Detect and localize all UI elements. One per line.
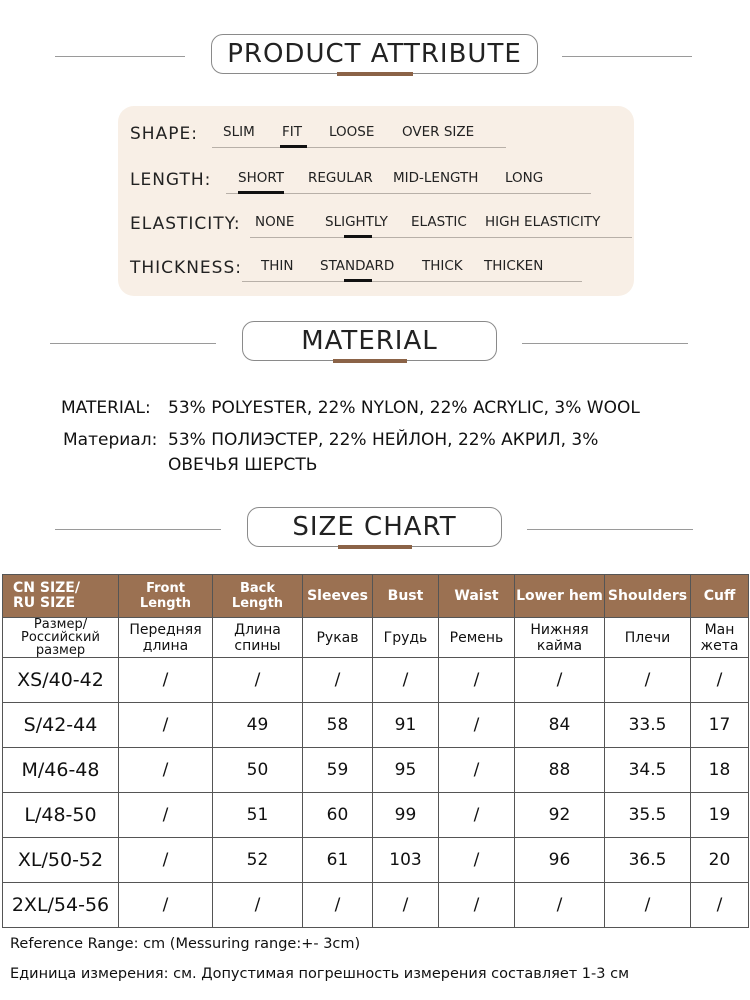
attribute-option-selected: SHORT (238, 170, 284, 186)
product-attribute-heading (0, 34, 750, 80)
measurement-cell: / (691, 883, 749, 928)
measurement-cell: / (439, 838, 515, 883)
size-cell: XS/40-42 (3, 658, 119, 703)
attribute-underline (250, 237, 632, 238)
measurement-cell: 49 (213, 703, 303, 748)
heading-accent-bar (333, 359, 407, 363)
measurement-cell: / (439, 748, 515, 793)
table-header-row (3, 575, 749, 618)
heading-rule-left (55, 529, 221, 530)
attribute-option: THIN (261, 258, 294, 274)
header-cell: Back Length (213, 575, 303, 618)
attribute-option: MID-LENGTH (393, 170, 479, 186)
table-row (3, 748, 749, 793)
heading-rule-right (562, 56, 692, 57)
attribute-option-selected: SLIGHTLY (325, 214, 388, 230)
header-cell-ru: Длина спины (213, 618, 303, 658)
table-row (3, 883, 749, 928)
header-cell: Lower hem (515, 575, 605, 618)
measurement-cell: / (119, 703, 213, 748)
reference-note-ru: Единица измерения: см. Допустимая погрешность измерения составляет 1-3 см (10, 966, 630, 982)
measurement-cell: / (119, 838, 213, 883)
header-cell-ru: Ман жета (691, 618, 749, 658)
header-cell: Waist (439, 575, 515, 618)
header-cell-ru: Плечи (605, 618, 691, 658)
table-row (3, 658, 749, 703)
measurement-cell: 60 (303, 793, 373, 838)
material-label-en: MATERIAL: (61, 398, 151, 418)
attribute-panel (118, 106, 634, 296)
selected-marker (344, 235, 372, 238)
material-title: MATERIAL (242, 321, 497, 361)
size-chart-heading (0, 507, 750, 553)
attribute-option: OVER SIZE (402, 124, 475, 140)
header-cell-size-ru: Размер/ Российский размер (3, 618, 119, 658)
measurement-cell: 34.5 (605, 748, 691, 793)
measurement-cell: 84 (515, 703, 605, 748)
header-cell-size: CN SIZE/ RU SIZE (3, 575, 119, 618)
attribute-underline (242, 281, 582, 282)
measurement-cell: 18 (691, 748, 749, 793)
measurement-cell: / (605, 883, 691, 928)
attribute-option-selected: FIT (282, 124, 302, 140)
measurement-cell: 50 (213, 748, 303, 793)
attribute-option: ELASTIC (411, 214, 467, 230)
measurement-cell: / (119, 748, 213, 793)
measurement-cell: / (515, 883, 605, 928)
table-row (3, 703, 749, 748)
measurement-cell: / (515, 658, 605, 703)
size-cell: XL/50-52 (3, 838, 119, 883)
header-cell: Bust (373, 575, 439, 618)
attribute-option: THICK (422, 258, 463, 274)
header-cell-ru: Ремень (439, 618, 515, 658)
heading-accent-bar (338, 545, 412, 549)
measurement-cell: 51 (213, 793, 303, 838)
measurement-cell: / (119, 883, 213, 928)
size-cell: L/48-50 (3, 793, 119, 838)
table-header-row-ru (3, 618, 749, 658)
reference-note-en: Reference Range: cm (Messuring range:+- 3cm) (10, 936, 361, 952)
measurement-cell: / (605, 658, 691, 703)
measurement-cell: 91 (373, 703, 439, 748)
attribute-label: SHAPE: (130, 124, 198, 144)
measurement-cell: / (303, 658, 373, 703)
attribute-label: THICKNESS: (130, 258, 242, 278)
selected-marker (238, 191, 284, 194)
header-cell: Shoulders (605, 575, 691, 618)
measurement-cell: / (373, 883, 439, 928)
size-rows (3, 658, 749, 928)
heading-rule-left (50, 343, 216, 344)
header-cell-ru: Нижняя кайма (515, 618, 605, 658)
selected-marker (344, 279, 372, 282)
measurement-cell: 17 (691, 703, 749, 748)
attribute-option-selected: STANDARD (320, 258, 395, 274)
attribute-option: LOOSE (329, 124, 375, 140)
measurement-cell: 36.5 (605, 838, 691, 883)
size-cell: S/42-44 (3, 703, 119, 748)
attribute-option: THICKEN (484, 258, 544, 274)
heading-rule-left (55, 56, 185, 57)
material-heading (0, 321, 750, 367)
attribute-option: LONG (505, 170, 544, 186)
header-cell-ru: Рукав (303, 618, 373, 658)
attribute-option: SLIM (223, 124, 255, 140)
measurement-cell: / (119, 658, 213, 703)
table-row (3, 838, 749, 883)
measurement-cell: / (691, 658, 749, 703)
attribute-option: REGULAR (308, 170, 373, 186)
size-chart-table (2, 574, 749, 928)
measurement-cell: 103 (373, 838, 439, 883)
measurement-cell: / (439, 703, 515, 748)
material-value-en: 53% POLYESTER, 22% NYLON, 22% ACRYLIC, 3% WOOL (168, 398, 640, 418)
size-chart-title: SIZE CHART (247, 507, 502, 547)
size-cell: M/46-48 (3, 748, 119, 793)
heading-accent-bar (337, 72, 413, 76)
measurement-cell: 59 (303, 748, 373, 793)
measurement-cell: 20 (691, 838, 749, 883)
measurement-cell: 58 (303, 703, 373, 748)
measurement-cell: / (439, 658, 515, 703)
heading-rule-right (527, 529, 693, 530)
measurement-cell: 99 (373, 793, 439, 838)
measurement-cell: 35.5 (605, 793, 691, 838)
measurement-cell: / (439, 793, 515, 838)
attribute-option: NONE (255, 214, 295, 230)
measurement-cell: 52 (213, 838, 303, 883)
header-cell: Sleeves (303, 575, 373, 618)
measurement-cell: / (213, 883, 303, 928)
measurement-cell: 19 (691, 793, 749, 838)
measurement-cell: 61 (303, 838, 373, 883)
material-label-ru: Материал: (63, 430, 158, 450)
header-cell-ru: Грудь (373, 618, 439, 658)
attribute-label: ELASTICITY: (130, 214, 241, 234)
header-cell: Cuff (691, 575, 749, 618)
measurement-cell: / (119, 793, 213, 838)
attribute-label: LENGTH: (130, 170, 212, 190)
size-cell: 2XL/54-56 (3, 883, 119, 928)
measurement-cell: 92 (515, 793, 605, 838)
measurement-cell: 96 (515, 838, 605, 883)
measurement-cell: 33.5 (605, 703, 691, 748)
measurement-cell: / (373, 658, 439, 703)
attribute-underline (212, 147, 506, 148)
material-value-ru-cont: ОВЕЧЬЯ ШЕРСТЬ (168, 455, 318, 475)
heading-rule-right (522, 343, 688, 344)
measurement-cell: / (439, 883, 515, 928)
measurement-cell: / (213, 658, 303, 703)
material-value-ru: 53% ПОЛИЭСТЕР, 22% НЕЙЛОН, 22% АКРИЛ, 3% (168, 430, 599, 450)
measurement-cell: / (303, 883, 373, 928)
measurement-cell: 88 (515, 748, 605, 793)
attribute-option: HIGH ELASTICITY (485, 214, 601, 230)
measurement-cell: 95 (373, 748, 439, 793)
header-cell-ru: Передняя длина (119, 618, 213, 658)
selected-marker (280, 145, 307, 148)
header-cell: Front Length (119, 575, 213, 618)
table-row (3, 793, 749, 838)
product-attribute-title: PRODUCT ATTRIBUTE (211, 34, 538, 74)
